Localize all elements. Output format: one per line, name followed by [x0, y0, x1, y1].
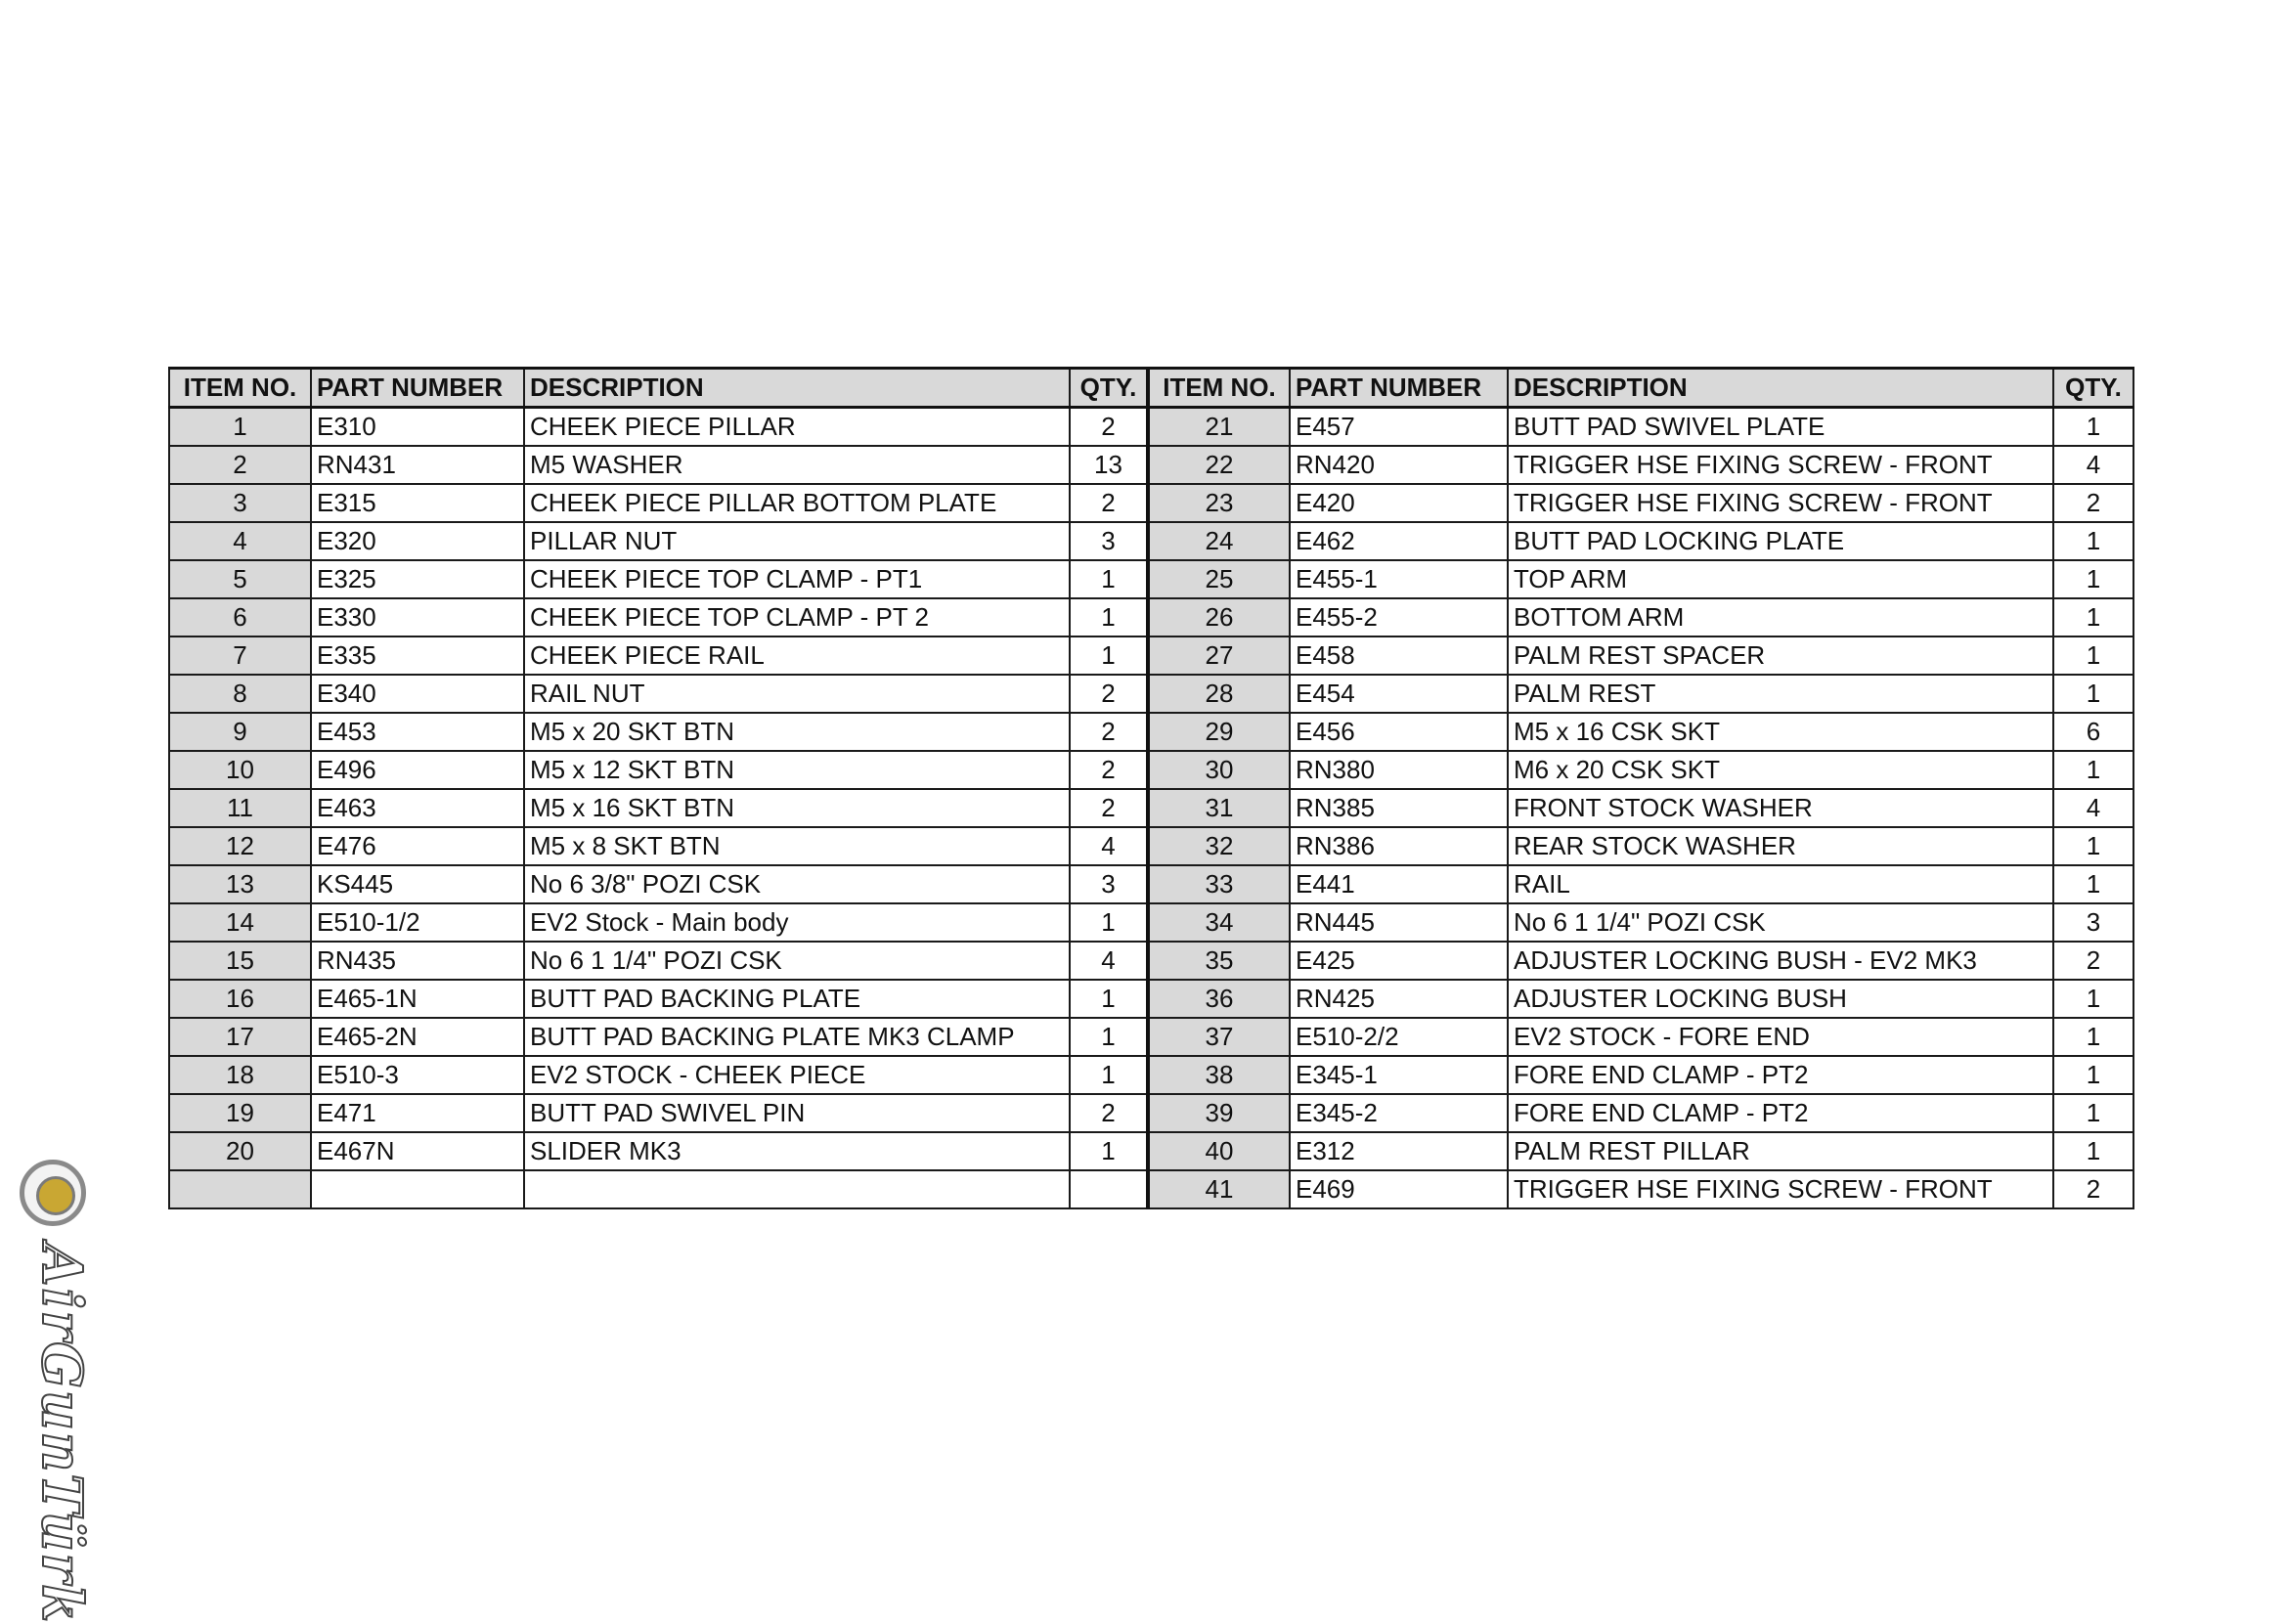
table-row: [169, 1018, 2133, 1056]
table-row: [169, 408, 2133, 447]
part-number-cell: E462: [1290, 522, 1508, 560]
description-cell: EV2 STOCK - CHEEK PIECE: [524, 1056, 1070, 1094]
item-no-cell: 1: [169, 408, 311, 447]
item-no-cell: 38: [1148, 1056, 1290, 1094]
table-row: [169, 789, 2133, 827]
qty-cell: 1: [1070, 636, 1148, 675]
part-number-cell: E441: [1290, 865, 1508, 903]
part-number-cell: E457: [1290, 408, 1508, 447]
part-number-cell: E455-1: [1290, 560, 1508, 598]
qty-cell: 1: [2053, 675, 2133, 713]
item-no-cell: 41: [1148, 1170, 1290, 1208]
table-header-row: [169, 369, 2133, 408]
item-no-cell: 29: [1148, 713, 1290, 751]
part-number-cell: E330: [311, 598, 524, 636]
part-number-cell: E454: [1290, 675, 1508, 713]
qty-cell: 2: [2053, 942, 2133, 980]
description-cell: TRIGGER HSE FIXING SCREW - FRONT: [1508, 446, 2053, 484]
item-no-cell: [169, 1170, 311, 1208]
item-no-cell: 10: [169, 751, 311, 789]
description-cell: M6 x 20 CSK SKT: [1508, 751, 2053, 789]
part-number-cell: E496: [311, 751, 524, 789]
description-cell: TRIGGER HSE FIXING SCREW - FRONT: [1508, 1170, 2053, 1208]
description-cell: M5 x 16 CSK SKT: [1508, 713, 2053, 751]
description-cell: PALM REST: [1508, 675, 2053, 713]
qty-cell: 1: [2053, 522, 2133, 560]
part-number-cell: E469: [1290, 1170, 1508, 1208]
qty-cell: 2: [1070, 789, 1148, 827]
qty-cell: 4: [2053, 446, 2133, 484]
description-cell: FRONT STOCK WASHER: [1508, 789, 2053, 827]
qty-cell: 2: [1070, 751, 1148, 789]
qty-cell: 1: [2053, 598, 2133, 636]
qty-cell: 4: [1070, 942, 1148, 980]
description-cell: M5 x 12 SKT BTN: [524, 751, 1070, 789]
part-number-cell: E510-3: [311, 1056, 524, 1094]
qty-cell: 1: [1070, 903, 1148, 942]
part-number-cell: RN435: [311, 942, 524, 980]
airgunturk-watermark: [8, 1154, 96, 1624]
description-cell: PILLAR NUT: [524, 522, 1070, 560]
description-cell: BUTT PAD SWIVEL PLATE: [1508, 408, 2053, 447]
header-part-number: PART NUMBER: [311, 369, 524, 408]
part-number-cell: E312: [1290, 1132, 1508, 1170]
item-no-cell: 31: [1148, 789, 1290, 827]
table-row: [169, 827, 2133, 865]
qty-cell: 1: [2053, 1132, 2133, 1170]
part-number-cell: E510-1/2: [311, 903, 524, 942]
part-number-cell: E315: [311, 484, 524, 522]
qty-cell: 2: [1070, 675, 1148, 713]
item-no-cell: 6: [169, 598, 311, 636]
description-cell: FORE END CLAMP - PT2: [1508, 1094, 2053, 1132]
part-number-cell: E325: [311, 560, 524, 598]
item-no-cell: 39: [1148, 1094, 1290, 1132]
qty-cell: 2: [1070, 484, 1148, 522]
description-cell: M5 x 16 SKT BTN: [524, 789, 1070, 827]
part-number-cell: E467N: [311, 1132, 524, 1170]
item-no-cell: 35: [1148, 942, 1290, 980]
qty-cell: 1: [2053, 636, 2133, 675]
description-cell: CHEEK PIECE TOP CLAMP - PT1: [524, 560, 1070, 598]
qty-cell: 1: [2053, 751, 2133, 789]
qty-cell: [1070, 1170, 1148, 1208]
item-no-cell: 33: [1148, 865, 1290, 903]
item-no-cell: 8: [169, 675, 311, 713]
item-no-cell: 27: [1148, 636, 1290, 675]
header-description: DESCRIPTION: [1508, 369, 2053, 408]
qty-cell: 1: [1070, 598, 1148, 636]
description-cell: M5 x 20 SKT BTN: [524, 713, 1070, 751]
agt-logo-icon: [20, 1160, 86, 1226]
item-no-cell: 19: [169, 1094, 311, 1132]
qty-cell: 2: [2053, 484, 2133, 522]
description-cell: SLIDER MK3: [524, 1132, 1070, 1170]
table-row: [169, 980, 2133, 1018]
watermark-text: AirGunTürk: [29, 1244, 94, 1624]
table-row: [169, 522, 2133, 560]
part-number-cell: E463: [311, 789, 524, 827]
item-no-cell: 37: [1148, 1018, 1290, 1056]
qty-cell: 1: [1070, 1132, 1148, 1170]
table-row: [169, 1094, 2133, 1132]
description-cell: ADJUSTER LOCKING BUSH - EV2 MK3: [1508, 942, 2053, 980]
part-number-cell: E453: [311, 713, 524, 751]
description-cell: CHEEK PIECE PILLAR: [524, 408, 1070, 447]
description-cell: PALM REST PILLAR: [1508, 1132, 2053, 1170]
qty-cell: 4: [2053, 789, 2133, 827]
part-number-cell: E335: [311, 636, 524, 675]
description-cell: TOP ARM: [1508, 560, 2053, 598]
description-cell: RAIL NUT: [524, 675, 1070, 713]
item-no-cell: 12: [169, 827, 311, 865]
item-no-cell: 11: [169, 789, 311, 827]
part-number-cell: E510-2/2: [1290, 1018, 1508, 1056]
part-number-cell: RN431: [311, 446, 524, 484]
description-cell: M5 WASHER: [524, 446, 1070, 484]
part-number-cell: RN380: [1290, 751, 1508, 789]
item-no-cell: 24: [1148, 522, 1290, 560]
description-cell: BUTT PAD SWIVEL PIN: [524, 1094, 1070, 1132]
description-cell: CHEEK PIECE RAIL: [524, 636, 1070, 675]
part-number-cell: E345-2: [1290, 1094, 1508, 1132]
qty-cell: 1: [2053, 408, 2133, 447]
part-number-cell: E465-2N: [311, 1018, 524, 1056]
part-number-cell: E471: [311, 1094, 524, 1132]
qty-cell: 6: [2053, 713, 2133, 751]
part-number-cell: RN445: [1290, 903, 1508, 942]
header-qty: QTY.: [1070, 369, 1148, 408]
table-row: [169, 446, 2133, 484]
part-number-cell: E425: [1290, 942, 1508, 980]
table-row: [169, 903, 2133, 942]
part-number-cell: E320: [311, 522, 524, 560]
table-row: [169, 865, 2133, 903]
part-number-cell: E458: [1290, 636, 1508, 675]
item-no-cell: 28: [1148, 675, 1290, 713]
part-number-cell: E345-1: [1290, 1056, 1508, 1094]
description-cell: FORE END CLAMP - PT2: [1508, 1056, 2053, 1094]
header-item-no: ITEM NO.: [1148, 369, 1290, 408]
qty-cell: 2: [2053, 1170, 2133, 1208]
item-no-cell: 14: [169, 903, 311, 942]
qty-cell: 1: [2053, 1094, 2133, 1132]
description-cell: BOTTOM ARM: [1508, 598, 2053, 636]
item-no-cell: 16: [169, 980, 311, 1018]
part-number-cell: E455-2: [1290, 598, 1508, 636]
qty-cell: 1: [2053, 560, 2133, 598]
qty-cell: 1: [1070, 1018, 1148, 1056]
qty-cell: 2: [1070, 408, 1148, 447]
qty-cell: 1: [1070, 560, 1148, 598]
part-number-cell: E456: [1290, 713, 1508, 751]
item-no-cell: 23: [1148, 484, 1290, 522]
part-number-cell: E420: [1290, 484, 1508, 522]
table-row: [169, 751, 2133, 789]
item-no-cell: 15: [169, 942, 311, 980]
parts-list-table: [168, 367, 2134, 1209]
item-no-cell: 20: [169, 1132, 311, 1170]
description-cell: No 6 1 1/4" POZI CSK: [524, 942, 1070, 980]
qty-cell: 1: [2053, 980, 2133, 1018]
qty-cell: 1: [2053, 827, 2133, 865]
item-no-cell: 21: [1148, 408, 1290, 447]
qty-cell: 3: [1070, 522, 1148, 560]
item-no-cell: 25: [1148, 560, 1290, 598]
qty-cell: 4: [1070, 827, 1148, 865]
part-number-cell: RN386: [1290, 827, 1508, 865]
item-no-cell: 36: [1148, 980, 1290, 1018]
item-no-cell: 5: [169, 560, 311, 598]
table-row: [169, 713, 2133, 751]
description-cell: EV2 Stock - Main body: [524, 903, 1070, 942]
item-no-cell: 34: [1148, 903, 1290, 942]
description-cell: BUTT PAD BACKING PLATE: [524, 980, 1070, 1018]
header-description: DESCRIPTION: [524, 369, 1070, 408]
description-cell: No 6 3/8" POZI CSK: [524, 865, 1070, 903]
part-number-cell: E340: [311, 675, 524, 713]
table-row: [169, 1056, 2133, 1094]
part-number-cell: E310: [311, 408, 524, 447]
qty-cell: 1: [2053, 1018, 2133, 1056]
table-row: [169, 560, 2133, 598]
table-row: [169, 675, 2133, 713]
qty-cell: 3: [2053, 903, 2133, 942]
description-cell: M5 x 8 SKT BTN: [524, 827, 1070, 865]
description-cell: CHEEK PIECE PILLAR BOTTOM PLATE: [524, 484, 1070, 522]
item-no-cell: 4: [169, 522, 311, 560]
table-row: [169, 1170, 2133, 1208]
description-cell: [524, 1170, 1070, 1208]
part-number-cell: [311, 1170, 524, 1208]
qty-cell: 2: [1070, 1094, 1148, 1132]
part-number-cell: RN420: [1290, 446, 1508, 484]
item-no-cell: 40: [1148, 1132, 1290, 1170]
description-cell: TRIGGER HSE FIXING SCREW - FRONT: [1508, 484, 2053, 522]
qty-cell: 2: [1070, 713, 1148, 751]
description-cell: RAIL: [1508, 865, 2053, 903]
description-cell: EV2 STOCK - FORE END: [1508, 1018, 2053, 1056]
item-no-cell: 18: [169, 1056, 311, 1094]
table-row: [169, 1132, 2133, 1170]
header-qty: QTY.: [2053, 369, 2133, 408]
part-number-cell: E465-1N: [311, 980, 524, 1018]
item-no-cell: 7: [169, 636, 311, 675]
description-cell: PALM REST SPACER: [1508, 636, 2053, 675]
qty-cell: 1: [1070, 1056, 1148, 1094]
item-no-cell: 30: [1148, 751, 1290, 789]
qty-cell: 1: [1070, 980, 1148, 1018]
part-number-cell: RN385: [1290, 789, 1508, 827]
qty-cell: 1: [2053, 1056, 2133, 1094]
qty-cell: 1: [2053, 865, 2133, 903]
header-item-no: ITEM NO.: [169, 369, 311, 408]
table-row: [169, 484, 2133, 522]
item-no-cell: 2: [169, 446, 311, 484]
description-cell: REAR STOCK WASHER: [1508, 827, 2053, 865]
description-cell: BUTT PAD BACKING PLATE MK3 CLAMP: [524, 1018, 1070, 1056]
part-number-cell: RN425: [1290, 980, 1508, 1018]
item-no-cell: 17: [169, 1018, 311, 1056]
table-row: [169, 636, 2133, 675]
item-no-cell: 22: [1148, 446, 1290, 484]
table-row: [169, 598, 2133, 636]
part-number-cell: KS445: [311, 865, 524, 903]
table-row: [169, 942, 2133, 980]
description-cell: CHEEK PIECE TOP CLAMP - PT 2: [524, 598, 1070, 636]
description-cell: BUTT PAD LOCKING PLATE: [1508, 522, 2053, 560]
item-no-cell: 13: [169, 865, 311, 903]
header-part-number: PART NUMBER: [1290, 369, 1508, 408]
item-no-cell: 32: [1148, 827, 1290, 865]
part-number-cell: E476: [311, 827, 524, 865]
description-cell: No 6 1 1/4" POZI CSK: [1508, 903, 2053, 942]
qty-cell: 3: [1070, 865, 1148, 903]
description-cell: ADJUSTER LOCKING BUSH: [1508, 980, 2053, 1018]
qty-cell: 13: [1070, 446, 1148, 484]
item-no-cell: 26: [1148, 598, 1290, 636]
item-no-cell: 3: [169, 484, 311, 522]
item-no-cell: 9: [169, 713, 311, 751]
